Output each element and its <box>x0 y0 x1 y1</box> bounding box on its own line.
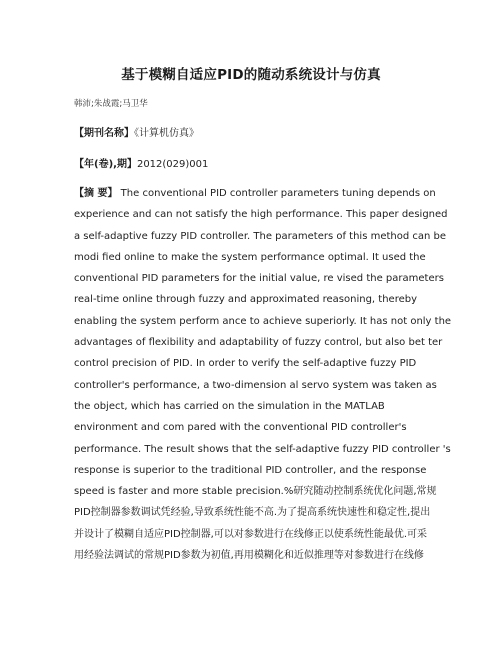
abstract-line: response is superior to the traditional PID controller, and the response <box>74 464 427 476</box>
abstract-text: The conventional PID controller parameters tuning depends on <box>120 188 436 199</box>
journal-name-field <box>74 124 199 139</box>
issue-value: 2012(029)001 <box>136 159 209 170</box>
abstract-label: 【摘 要】 <box>74 188 118 199</box>
abstract-section <box>74 183 452 566</box>
abstract-line <box>74 183 436 204</box>
abstract-line: 用经验法调试的常规PID参数为初值,再用模糊化和近似推理等对参数进行在线修 <box>74 550 424 562</box>
abstract-line: the object, which has carried on the simulation in the MATLAB <box>74 400 385 412</box>
issue-label: 【年(卷),期】 <box>74 159 137 170</box>
abstract-line: 并设计了模糊自适应PID控制器,可以对参数进行在线修正以使系统性能最优.可采 <box>74 528 428 540</box>
abstract-line: enabling the system perform ance to achieve superiorly. It has not only the <box>74 315 452 327</box>
abstract-line: experience and can not satisfy the high performance. This paper designed <box>74 209 448 221</box>
abstract-line: performance. The result shows that the self-adaptive fuzzy PID controller 's <box>74 443 451 455</box>
abstract-line: modi fied online to make the system performance optimal. It used the <box>74 251 426 263</box>
abstract-line: environment and com pared with the conventional PID controller's <box>74 422 407 434</box>
abstract-line: speed is faster and more stable precision.%研究随动控制系统优化问题,常规 <box>74 486 437 498</box>
abstract-line: a self-adaptive fuzzy PID controller. The parameters of this method can be <box>74 230 447 242</box>
abstract-line: conventional PID parameters for the initial value, re vised the parameters <box>74 273 444 285</box>
issue-field <box>74 155 208 170</box>
document-title: 基于模糊自适应PID的随动系统设计与仿真 <box>121 67 381 83</box>
abstract-line: control precision of PID. In order to verify the self-adaptive fuzzy PID <box>74 358 417 370</box>
abstract-line: PID控制器参数调试凭经验,导致系统性能不高.为了提高系统快速性和稳定性,提出 <box>74 507 431 519</box>
journal-name-label: 【期刊名称】 <box>74 128 134 139</box>
abstract-line: advantages of flexibility and adaptability of fuzzy control, but also bet ter <box>74 337 443 349</box>
author-list: 韩沛;朱战霞;马卫华 <box>74 99 148 109</box>
abstract-line: controller's performance, a two-dimension al servo system was taken as <box>74 379 437 391</box>
journal-name-value: 《计算机仿真》 <box>134 128 199 139</box>
abstract-line: real-time online through fuzzy and approximated reasoning, thereby <box>74 294 417 306</box>
